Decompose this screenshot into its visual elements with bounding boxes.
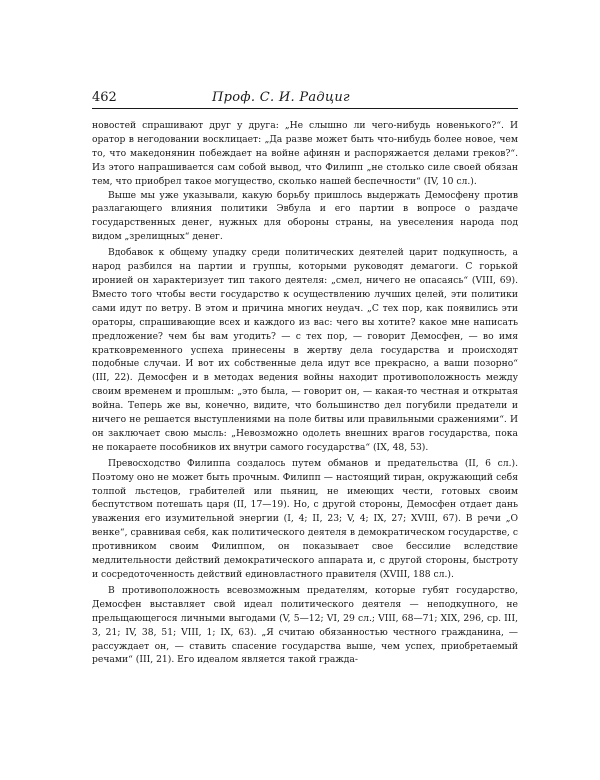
paragraph: Вдобавок к общему упадку среди политических деятелей царит подкупность, а народ разбился на партии и группы, которыми руководят демагоги. С горькой иронией он характеризует тип такого деятеля: „смел, ничего не опасаясь“ (VIII, 69). Вместо того чтобы вести государство к осуществлению лучших целей, эти политики сами идут по ветру. В этом и причина многих неудач. „С тех пор, как появились эти ораторы, спрашивающие всех и каждого из вас: чего вы хотите? какое мне написать предложение? чем бы вам угодить? — с тех пор, — говорит Демосфен, — во имя кратковременного успеха принесены в жертву дела государства и происходят подобные случаи. И вот их собственные дела идут все прекрасно, а ваши позорно“ (III, 22). Демосфен и в методах ведения войны находит противоположность между своим временем и прошлым: „это была, — говорит он, — какая-то честная и открытая война. Теперь же вы, конечно, видите, что большинство дел погубили предатели и ничего не решается выступлениями на поле битвы или правильными сражениями“. И он заключает свою мысль: „Невозможно одолеть внешних врагов государства, пока не покараете пособников их внутри самого государства“ (IX, 48, 53). [92,247,518,453]
body-text [92,119,518,667]
paragraph: новостей спрашивают друг у друга: „Не слышно ли чего-нибудь новенького?“. И оратор в негодовании восклицает: „Да разве может быть что-нибудь более новое, чем то, что македонянин побеждает на войне афинян и распоряжается делами греков?“. Из этого напрашивается сам собой вывод, что Филипп „не столько силе своей обязан тем, что приобрел такое могущество, сколько нашей беспечности“ (IV, 10 сл.). [92,120,518,187]
running-title: Проф. С. И. Радциг [212,90,350,105]
page-header [92,88,518,109]
paragraph: Превосходство Филиппа создалось путем обманов и предательства (II, 6 сл.). Поэтому оно не может быть прочным. Филипп — настоящий тиран, окружающий себя толпой льстецов, грабителей или пьяниц, не имеющих чести, готовых своим беспутством потешать царя (II, 17—19). Но, с другой стороны, Демосфен отдает дань уважения его изумительной энергии (I, 4; II, 23; V, 4; IX, 27; XVIII, 67). В речи „О венке“, сравнивая себя, как политического деятеля в демократическом государстве, с противником своим Филиппом, он показывает свое бессилие вследствие медлительности действий демократического аппарата и, с другой стороны, быстроту и сосредоточенность действий единовластного правителя (XVIII, 188 сл.). [92,457,518,580]
book-page [92,88,518,667]
page-number: 462 [92,90,117,105]
paragraph: Выше мы уже указывали, какую борьбу пришлось выдержать Демосфену против разлагающего влияния политики Эвбула и его партии в вопросе о раздаче государственных денег, нужных для обороны страны, на увеселения народа под видом „зрелищных“ денег. [92,189,518,243]
paragraph: В противоположность всевозможным предателям, которые губят государство, Демосфен выставляет свой идеал политического деятеля — неподкупного, не прельщающегося личными выгодами (V, 5—12; VI, 29 сл.; VIII, 68—71; XIX, 296, ср. III, 3, 21; IV, 38, 51; VIII, 1; IX, 63). „Я считаю обязанностью честного гражданина, — рассуждает он, — ставить спасение государства выше, чем успех, приобретаемый речами“ (III, 21). Его идеалом является такой гражда- [92,584,518,666]
